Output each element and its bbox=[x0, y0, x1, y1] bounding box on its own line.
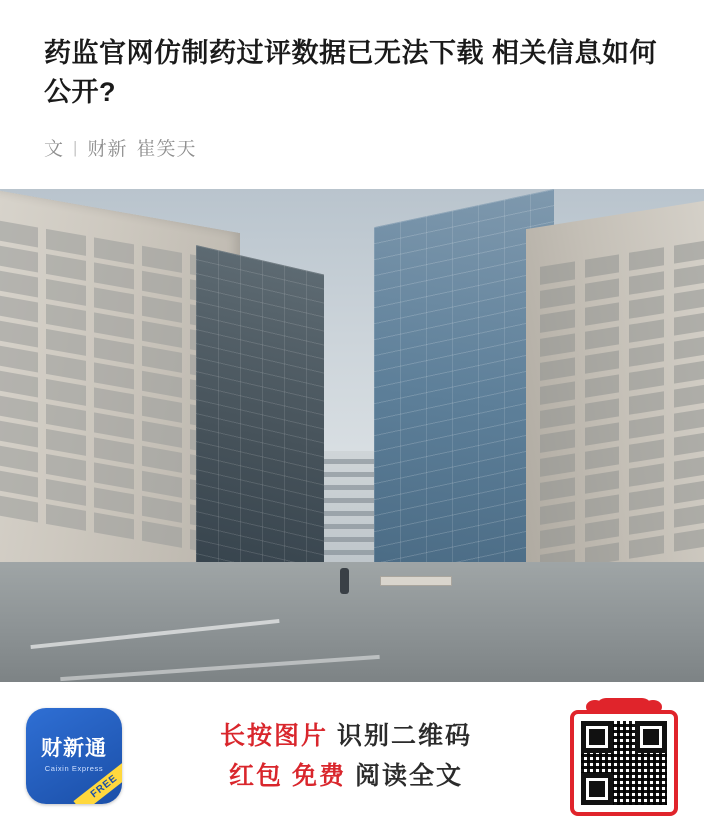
article-photo bbox=[0, 189, 704, 682]
byline-author: 崔笑天 bbox=[136, 139, 197, 161]
qr-code-block[interactable] bbox=[570, 696, 678, 816]
byline-source: 财新 bbox=[87, 139, 128, 161]
promo-line-2-red: 红包 bbox=[229, 761, 284, 790]
app-name: 财新通 bbox=[41, 737, 107, 761]
pedestrian bbox=[340, 568, 349, 594]
page-title: 药监官网仿制药过评数据已无法下载 相关信息如何公开? bbox=[44, 38, 658, 108]
qr-eye-top-left bbox=[581, 721, 613, 753]
byline bbox=[44, 134, 660, 161]
road-barrier bbox=[380, 576, 452, 586]
app-subtitle: Caixin Express bbox=[44, 764, 104, 774]
free-ribbon: FREE bbox=[74, 760, 122, 804]
caixin-app-badge[interactable] bbox=[26, 708, 122, 804]
ground-plaza bbox=[0, 562, 704, 682]
promo-line-1 bbox=[132, 716, 560, 756]
qr-eye-top-right bbox=[635, 721, 667, 753]
byline-prefix: 文 bbox=[44, 139, 65, 161]
promo-footer bbox=[0, 682, 704, 829]
promo-line-2 bbox=[132, 756, 560, 796]
qr-code-icon[interactable] bbox=[581, 721, 667, 805]
byline-separator: | bbox=[73, 137, 79, 157]
promo-line-2-orange: 免费 bbox=[291, 761, 346, 790]
promo-line-1-red: 长按图片 bbox=[220, 721, 329, 750]
promo-text bbox=[122, 716, 570, 796]
promo-line-1-dark: 识别二维码 bbox=[336, 721, 472, 750]
article-header bbox=[0, 0, 704, 161]
promo-line-2-dark: 阅读全文 bbox=[354, 761, 463, 790]
